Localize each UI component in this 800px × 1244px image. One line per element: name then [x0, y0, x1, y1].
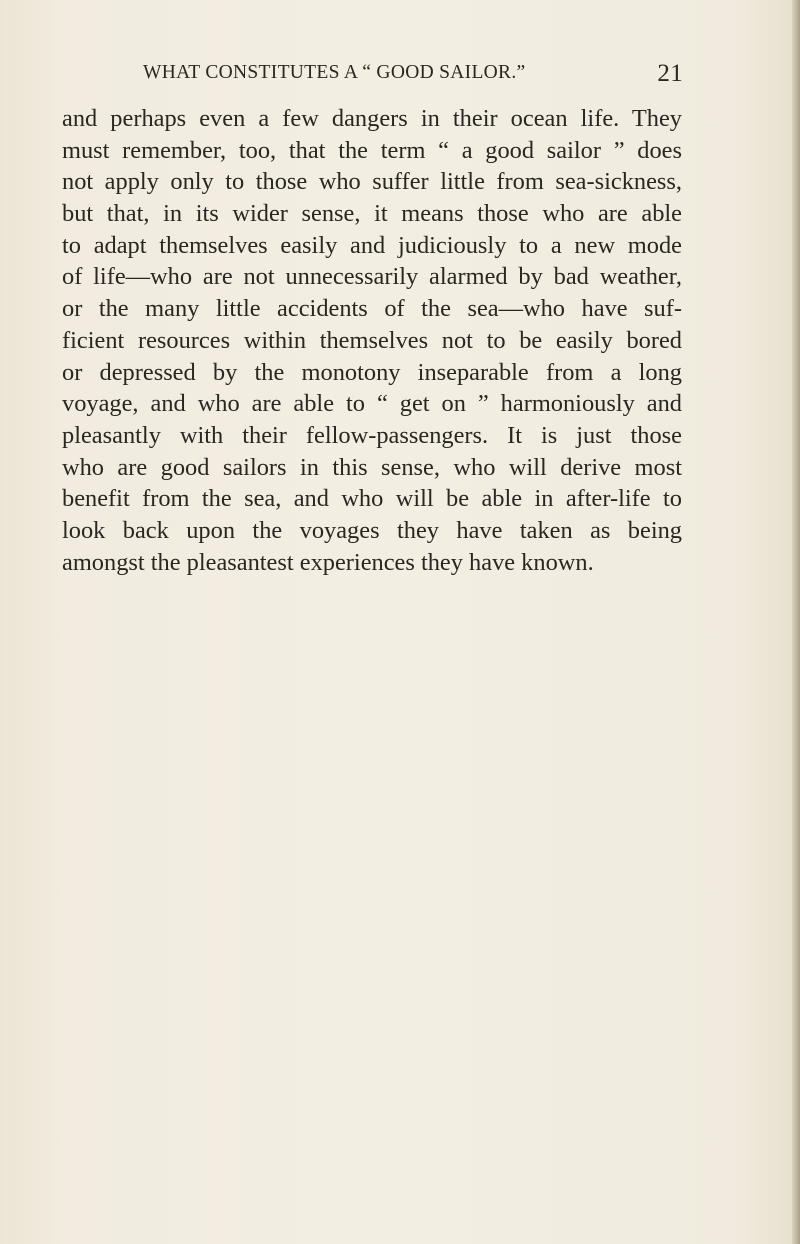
text-line: must remember, too, that the term “ a good sailor ” does [62, 136, 682, 164]
text-line: of life—who are not unnecessarily alarmed by bad weather, [62, 263, 682, 291]
text-line: or the many little accidents of the sea—who have suf- [62, 295, 682, 323]
text-line: benefit from the sea, and who will be able in after-life to [62, 485, 682, 513]
text-line: or depressed by the monotony inseparable from a long [62, 358, 682, 386]
text-line: ficient resources within themselves not to be easily bored [62, 326, 682, 354]
page-number: 21 [657, 60, 683, 87]
text-line: but that, in its wider sense, it means those who are able [62, 200, 682, 228]
running-head [143, 62, 683, 88]
text-line: who are good sailors in this sense, who will derive most [62, 453, 682, 481]
running-title: WHAT CONSTITUTES A “ GOOD SAILOR.” [143, 62, 526, 83]
text-line: amongst the pleasantest experiences they have known. [62, 548, 594, 576]
text-line: voyage, and who are able to “ get on ” harmoniously and [62, 390, 682, 418]
text-line: look back upon the voyages they have taken as being [62, 516, 682, 544]
body-paragraph [62, 103, 682, 578]
text-line: pleasantly with their fellow-passengers. It is just those [62, 421, 682, 449]
text-line: to adapt themselves easily and judiciously to a new mode [62, 231, 682, 259]
text-line: not apply only to those who suffer little from sea-sickness, [62, 168, 682, 196]
text-line: and perhaps even a few dangers in their ocean life. They [62, 105, 682, 132]
page-edge [792, 0, 800, 1244]
